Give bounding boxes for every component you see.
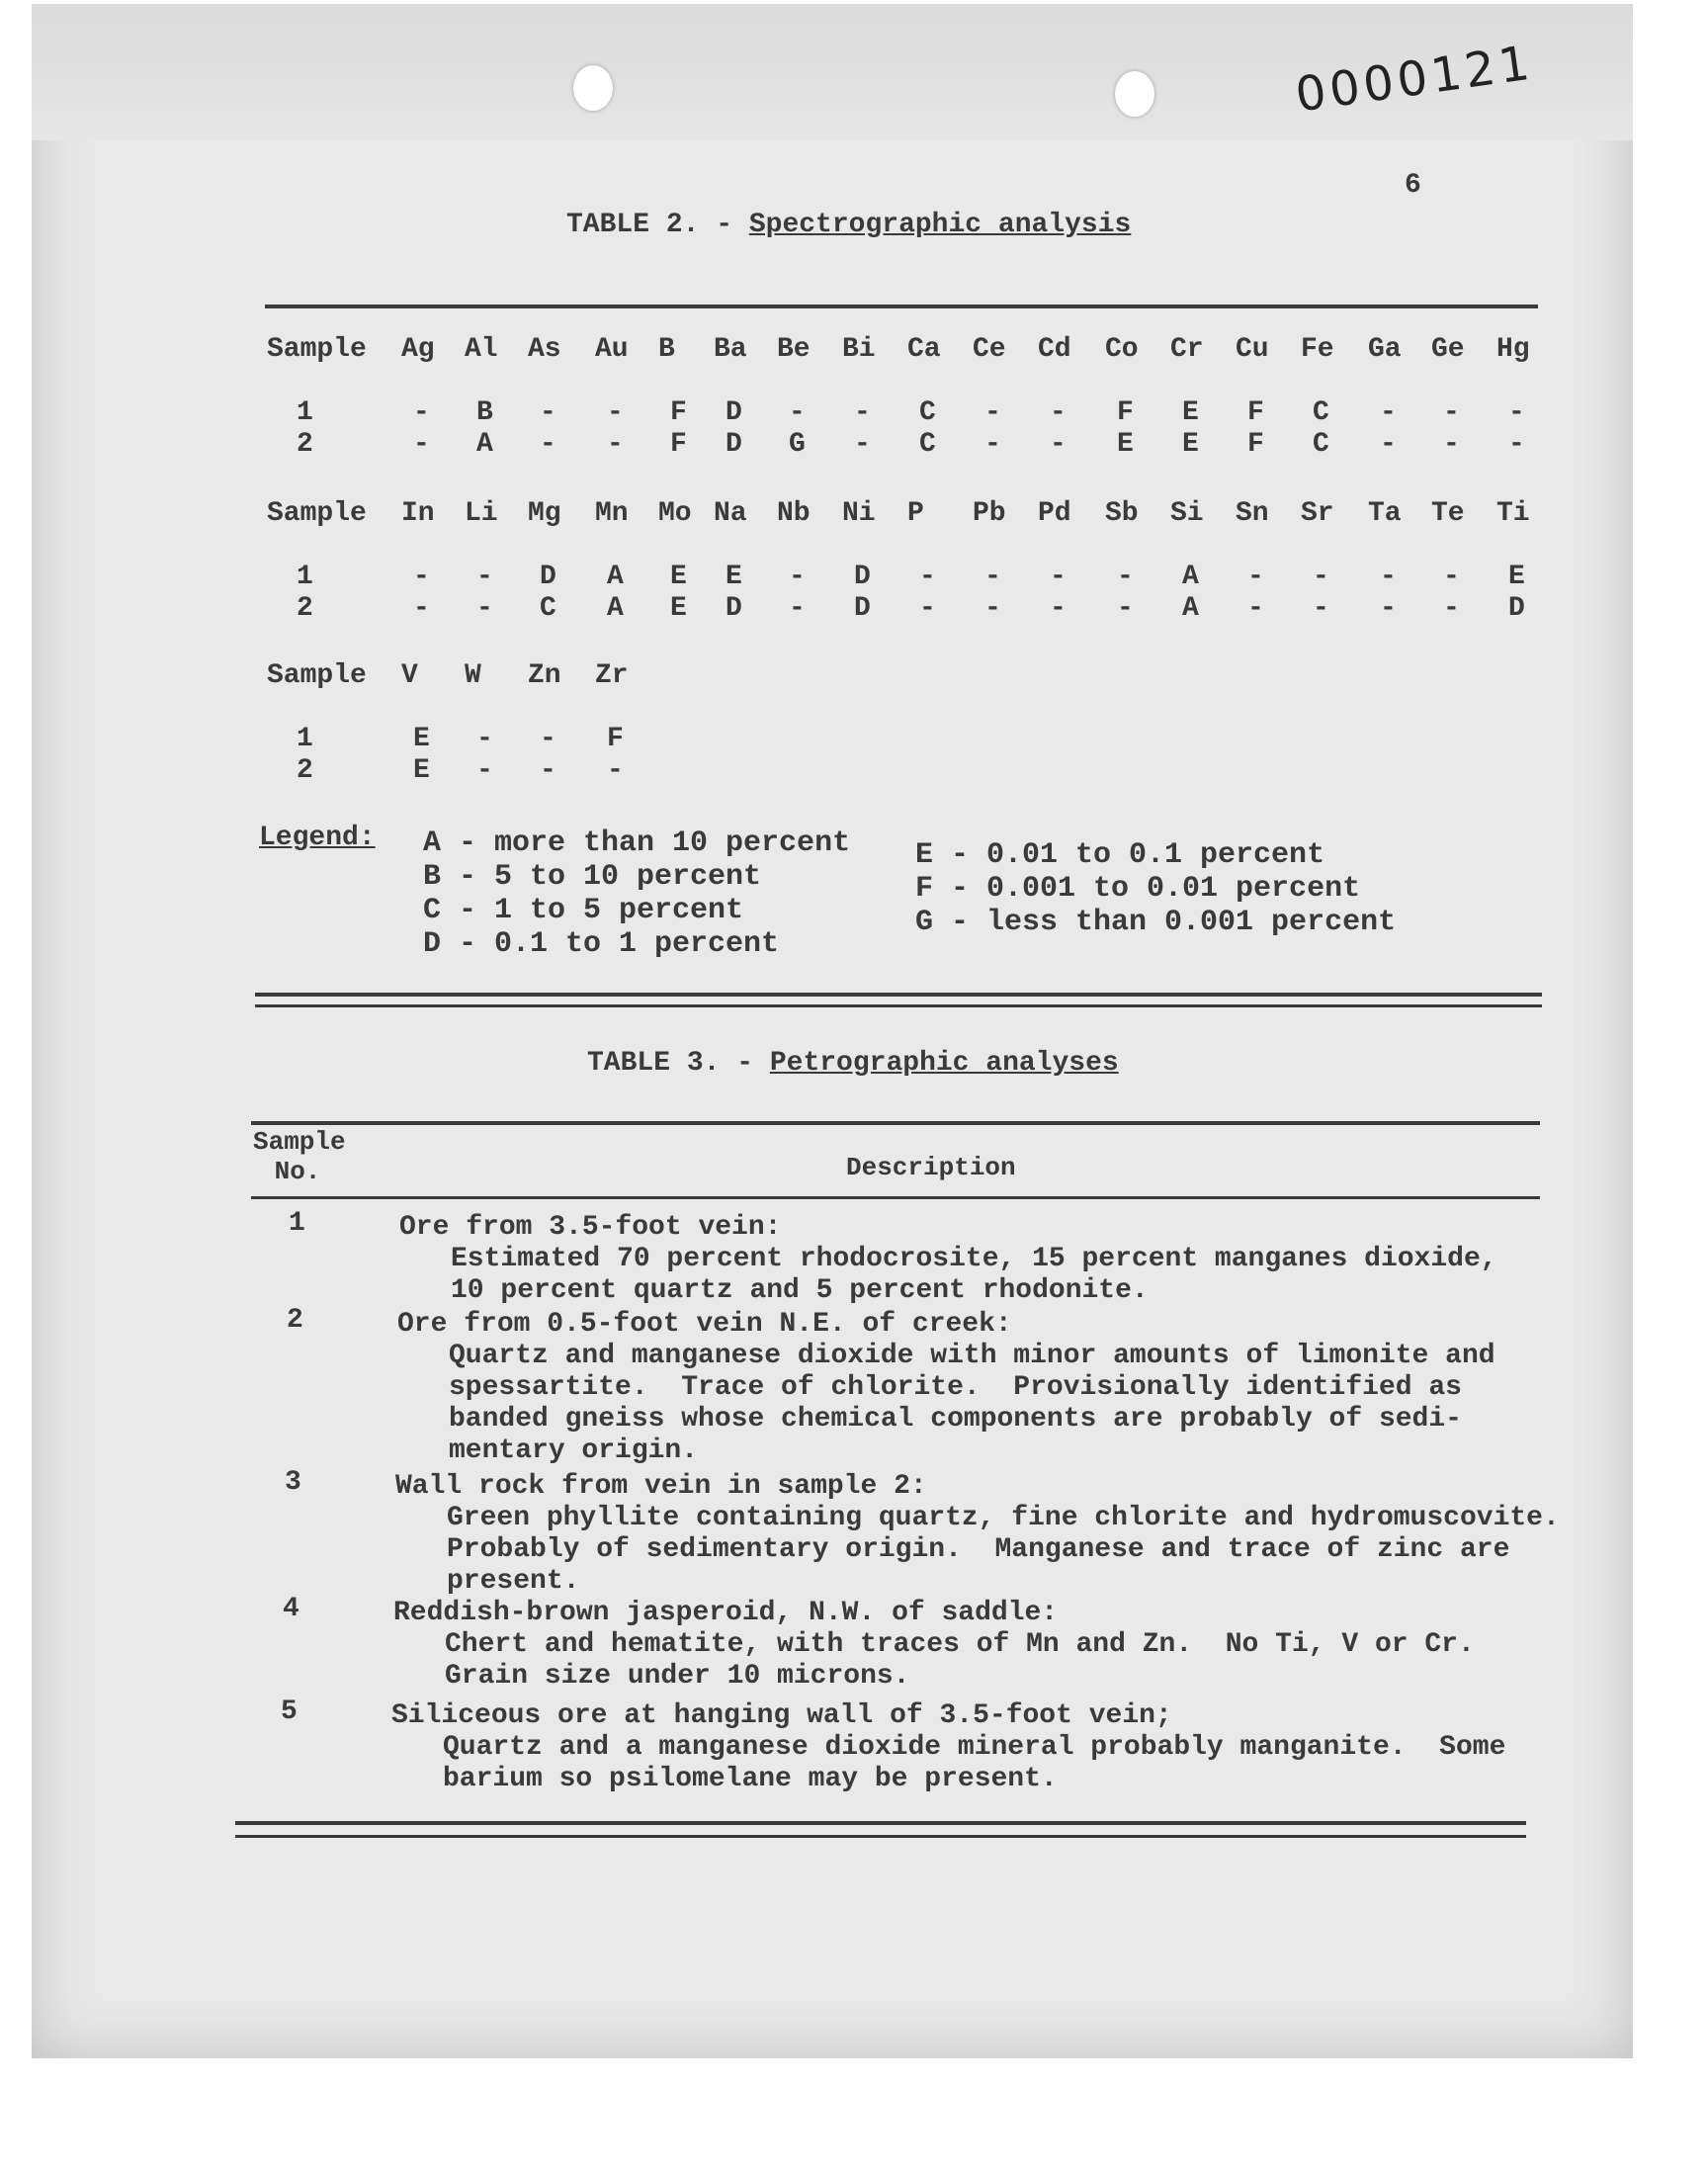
spec-cell-value: -	[789, 593, 806, 624]
spec-cell-value: -	[540, 755, 556, 786]
column-header-description: Description	[846, 1153, 1016, 1182]
spec-cell-value: -	[984, 593, 1001, 624]
spec-cell-value: -	[984, 397, 1001, 428]
spec-cell-value: B	[476, 397, 493, 428]
spec-cell-value: E	[1182, 429, 1199, 460]
sample-title: Siliceous ore at hanging wall of 3.5-foot vein;	[391, 1700, 1172, 1731]
spec-header-element: Ti	[1496, 498, 1530, 529]
spec-cell-value: -	[1247, 593, 1264, 624]
spec-header-element: Al	[465, 334, 498, 365]
spec-cell-value: -	[789, 397, 806, 428]
table3-header-rule	[251, 1196, 1540, 1199]
spec-cell-value: A	[476, 429, 493, 460]
spec-cell-value: -	[1508, 429, 1525, 460]
spec-cell-value: E	[413, 724, 430, 754]
spec-header-element: In	[401, 498, 435, 529]
spec-cell-value: -	[789, 562, 806, 592]
spec-cell-value: F	[670, 429, 687, 460]
spec-header-sample: Sample	[267, 660, 367, 691]
spec-cell-value: F	[1117, 397, 1134, 428]
spec-header-element: Cd	[1038, 334, 1071, 365]
table2-title	[566, 210, 1131, 240]
spec-header-element: Pd	[1038, 498, 1071, 529]
spec-header-element: Mo	[658, 498, 692, 529]
punch-hole-right	[1115, 71, 1154, 117]
spec-header-element: P	[907, 498, 924, 529]
spec-cell-value: -	[1443, 593, 1460, 624]
spec-cell-value: -	[1050, 429, 1067, 460]
spec-cell-value: -	[540, 724, 556, 754]
legend-left	[423, 826, 850, 961]
spec-cell-value: C	[1313, 397, 1329, 428]
legend-item-c: C - 1 to 5 percent	[423, 894, 744, 927]
spec-header-element: B	[658, 334, 675, 365]
spec-header-element: As	[528, 334, 561, 365]
spec-cell-value: -	[607, 429, 624, 460]
spec-header-element: W	[465, 660, 481, 691]
spec-sample-number: 1	[297, 397, 313, 428]
spec-cell-value: -	[1380, 593, 1397, 624]
sample-number: 4	[283, 1594, 299, 1624]
sample-number: 3	[285, 1467, 301, 1498]
spec-header-element: Ce	[973, 334, 1006, 365]
spec-cell-value: -	[1443, 429, 1460, 460]
table2-title-prefix: TABLE 2. -	[566, 210, 749, 240]
spec-cell-value: -	[413, 397, 430, 428]
spec-header-element: Ge	[1431, 334, 1465, 365]
table3-top-rule	[251, 1121, 1540, 1125]
spec-cell-value: E	[1508, 562, 1525, 592]
spec-sample-number: 2	[297, 429, 313, 460]
sample-description: Chert and hematite, with traces of Mn and Zn. No Ti, V or Cr. Grain size under 10 microns.	[445, 1629, 1475, 1692]
spec-cell-value: C	[919, 429, 936, 460]
spec-header-element: Fe	[1301, 334, 1334, 365]
spec-cell-value: F	[1247, 397, 1264, 428]
spec-cell-value: -	[854, 397, 871, 428]
spec-cell-value: E	[670, 562, 687, 592]
punch-hole-left	[573, 65, 613, 111]
sample-description: Estimated 70 percent rhodocrosite, 15 percent manganes dioxide, 10 percent quartz and 5 percent rhodonite.	[451, 1244, 1497, 1306]
spec-cell-value: -	[476, 755, 493, 786]
spec-cell-value: -	[413, 429, 430, 460]
table2-title-subject: Spectrographic analysis	[748, 210, 1132, 240]
table2-bottom-rule-1	[255, 993, 1542, 997]
spec-header-element: Zn	[528, 660, 561, 691]
spec-sample-number: 1	[297, 724, 313, 754]
spec-cell-value: -	[1313, 562, 1329, 592]
spec-header-element: Be	[777, 334, 811, 365]
spec-cell-value: -	[476, 724, 493, 754]
spec-cell-value: -	[1117, 593, 1134, 624]
spec-header-element: Cr	[1170, 334, 1204, 365]
spec-cell-value: E	[1117, 429, 1134, 460]
spec-header-element: Na	[714, 498, 747, 529]
spec-header-element: Mg	[528, 498, 561, 529]
spec-header-element: Pb	[973, 498, 1006, 529]
sample-number: 2	[287, 1305, 303, 1336]
table2-top-rule	[265, 304, 1538, 308]
spec-cell-value: -	[1050, 397, 1067, 428]
spec-cell-value: -	[413, 562, 430, 592]
column-header-sample: Sample	[253, 1127, 346, 1157]
spec-sample-number: 2	[297, 593, 313, 624]
spec-cell-value: A	[607, 562, 624, 592]
legend-right	[915, 838, 1396, 939]
spec-header-element: Sn	[1236, 498, 1269, 529]
spec-cell-value: C	[540, 593, 556, 624]
column-header-sample-no	[253, 1127, 346, 1186]
spec-cell-value: -	[1380, 397, 1397, 428]
spec-cell-value: -	[1443, 397, 1460, 428]
spec-cell-value: D	[726, 397, 742, 428]
spec-header-element: Au	[595, 334, 629, 365]
spec-cell-value: -	[1313, 593, 1329, 624]
legend-item-d: D - 0.1 to 1 percent	[423, 927, 780, 961]
table3-title	[587, 1048, 1119, 1079]
spec-header-element: Ni	[842, 498, 876, 529]
spec-cell-value: E	[726, 562, 742, 592]
column-header-no: No.	[274, 1157, 321, 1186]
spec-cell-value: G	[789, 429, 806, 460]
spec-header-element: Sb	[1105, 498, 1139, 529]
spec-cell-value: F	[1247, 429, 1264, 460]
spec-cell-value: D	[726, 593, 742, 624]
sample-description: Quartz and a manganese dioxide mineral probably manganite. Some barium so psilomelane may be present.	[443, 1732, 1506, 1794]
spec-cell-value: -	[984, 429, 1001, 460]
spec-cell-value: -	[1050, 562, 1067, 592]
spec-header-element: Te	[1431, 498, 1465, 529]
spec-header-element: Li	[465, 498, 498, 529]
spec-header-element: Ta	[1368, 498, 1402, 529]
spec-cell-value: A	[1182, 562, 1199, 592]
legend-item-g: G - less than 0.001 percent	[915, 906, 1397, 939]
spec-cell-value: D	[726, 429, 742, 460]
spec-cell-value: E	[1182, 397, 1199, 428]
spec-cell-value: C	[1313, 429, 1329, 460]
page-number: 6	[1405, 170, 1421, 201]
spec-cell-value: -	[476, 593, 493, 624]
spec-cell-value: F	[670, 397, 687, 428]
sample-description: Quartz and manganese dioxide with minor amounts of limonite and spessartite. Trace of chlorite. Provisionally identified as banded gneiss whose chemical components are probably of sedi- mentary origin.	[449, 1341, 1495, 1466]
spec-header-element: Cu	[1236, 334, 1269, 365]
sample-title: Ore from 3.5-foot vein:	[399, 1212, 782, 1243]
spec-cell-value: -	[1443, 562, 1460, 592]
spec-header-element: Hg	[1496, 334, 1530, 365]
spec-header-element: Ag	[401, 334, 435, 365]
spec-cell-value: -	[540, 429, 556, 460]
spec-cell-value: D	[854, 562, 871, 592]
sample-number: 5	[281, 1696, 298, 1727]
legend-item-e: E - 0.01 to 0.1 percent	[915, 838, 1325, 872]
spec-header-element: Zr	[595, 660, 629, 691]
table3-bottom-rule-1	[235, 1821, 1526, 1825]
spec-cell-value: -	[854, 429, 871, 460]
sample-title: Reddish-brown jasperoid, N.W. of saddle:	[393, 1598, 1059, 1628]
spec-sample-number: 1	[297, 562, 313, 592]
spec-cell-value: A	[1182, 593, 1199, 624]
document-number: 0000121	[1292, 35, 1537, 124]
spec-cell-value: C	[919, 397, 936, 428]
legend-item-b: B - 5 to 10 percent	[423, 860, 762, 894]
spec-header-element: Ga	[1368, 334, 1402, 365]
sample-title: Wall rock from vein in sample 2:	[395, 1471, 927, 1502]
table2-bottom-rule-2	[255, 1004, 1542, 1007]
spec-header-element: Co	[1105, 334, 1139, 365]
spec-cell-value: D	[540, 562, 556, 592]
spec-cell-value: -	[1117, 562, 1134, 592]
legend-item-f: F - 0.001 to 0.01 percent	[915, 872, 1361, 906]
spec-cell-value: -	[1380, 562, 1397, 592]
spec-header-element: Mn	[595, 498, 629, 529]
spec-header-element: V	[401, 660, 418, 691]
spec-header-element: Nb	[777, 498, 811, 529]
spec-header-element: Sr	[1301, 498, 1334, 529]
spec-cell-value: E	[670, 593, 687, 624]
sample-description: Green phyllite containing quartz, fine chlorite and hydromuscovite. Probably of sedimentary origin. Manganese and trace of zinc are present.	[447, 1503, 1560, 1597]
spec-cell-value: E	[413, 755, 430, 786]
spec-cell-value: F	[607, 724, 624, 754]
spec-cell-value: -	[919, 562, 936, 592]
table3-title-prefix: TABLE 3. -	[587, 1048, 770, 1079]
spec-header-element: Ca	[907, 334, 941, 365]
legend-item-a: A - more than 10 percent	[423, 826, 851, 860]
spec-cell-value: -	[984, 562, 1001, 592]
sample-title: Ore from 0.5-foot vein N.E. of creek:	[397, 1309, 1012, 1340]
spec-cell-value: A	[607, 593, 624, 624]
spec-cell-value: -	[1247, 562, 1264, 592]
spec-sample-number: 2	[297, 755, 313, 786]
spec-cell-value: -	[413, 593, 430, 624]
spec-header-sample: Sample	[267, 498, 367, 529]
spec-cell-value: -	[476, 562, 493, 592]
spec-cell-value: D	[854, 593, 871, 624]
spec-cell-value: D	[1508, 593, 1525, 624]
sample-number: 1	[289, 1208, 305, 1239]
spec-header-element: Ba	[714, 334, 747, 365]
table3-title-subject: Petrographic analyses	[769, 1048, 1119, 1079]
spec-cell-value: -	[607, 755, 624, 786]
spec-cell-value: -	[1050, 593, 1067, 624]
spec-header-element: Si	[1170, 498, 1204, 529]
spec-cell-value: -	[1508, 397, 1525, 428]
spec-cell-value: -	[540, 397, 556, 428]
spec-cell-value: -	[607, 397, 624, 428]
legend-label: Legend:	[259, 823, 376, 853]
spec-header-sample: Sample	[267, 334, 367, 365]
table3-bottom-rule-2	[235, 1835, 1526, 1838]
spec-header-element: Bi	[842, 334, 876, 365]
spec-cell-value: -	[919, 593, 936, 624]
spec-cell-value: -	[1380, 429, 1397, 460]
